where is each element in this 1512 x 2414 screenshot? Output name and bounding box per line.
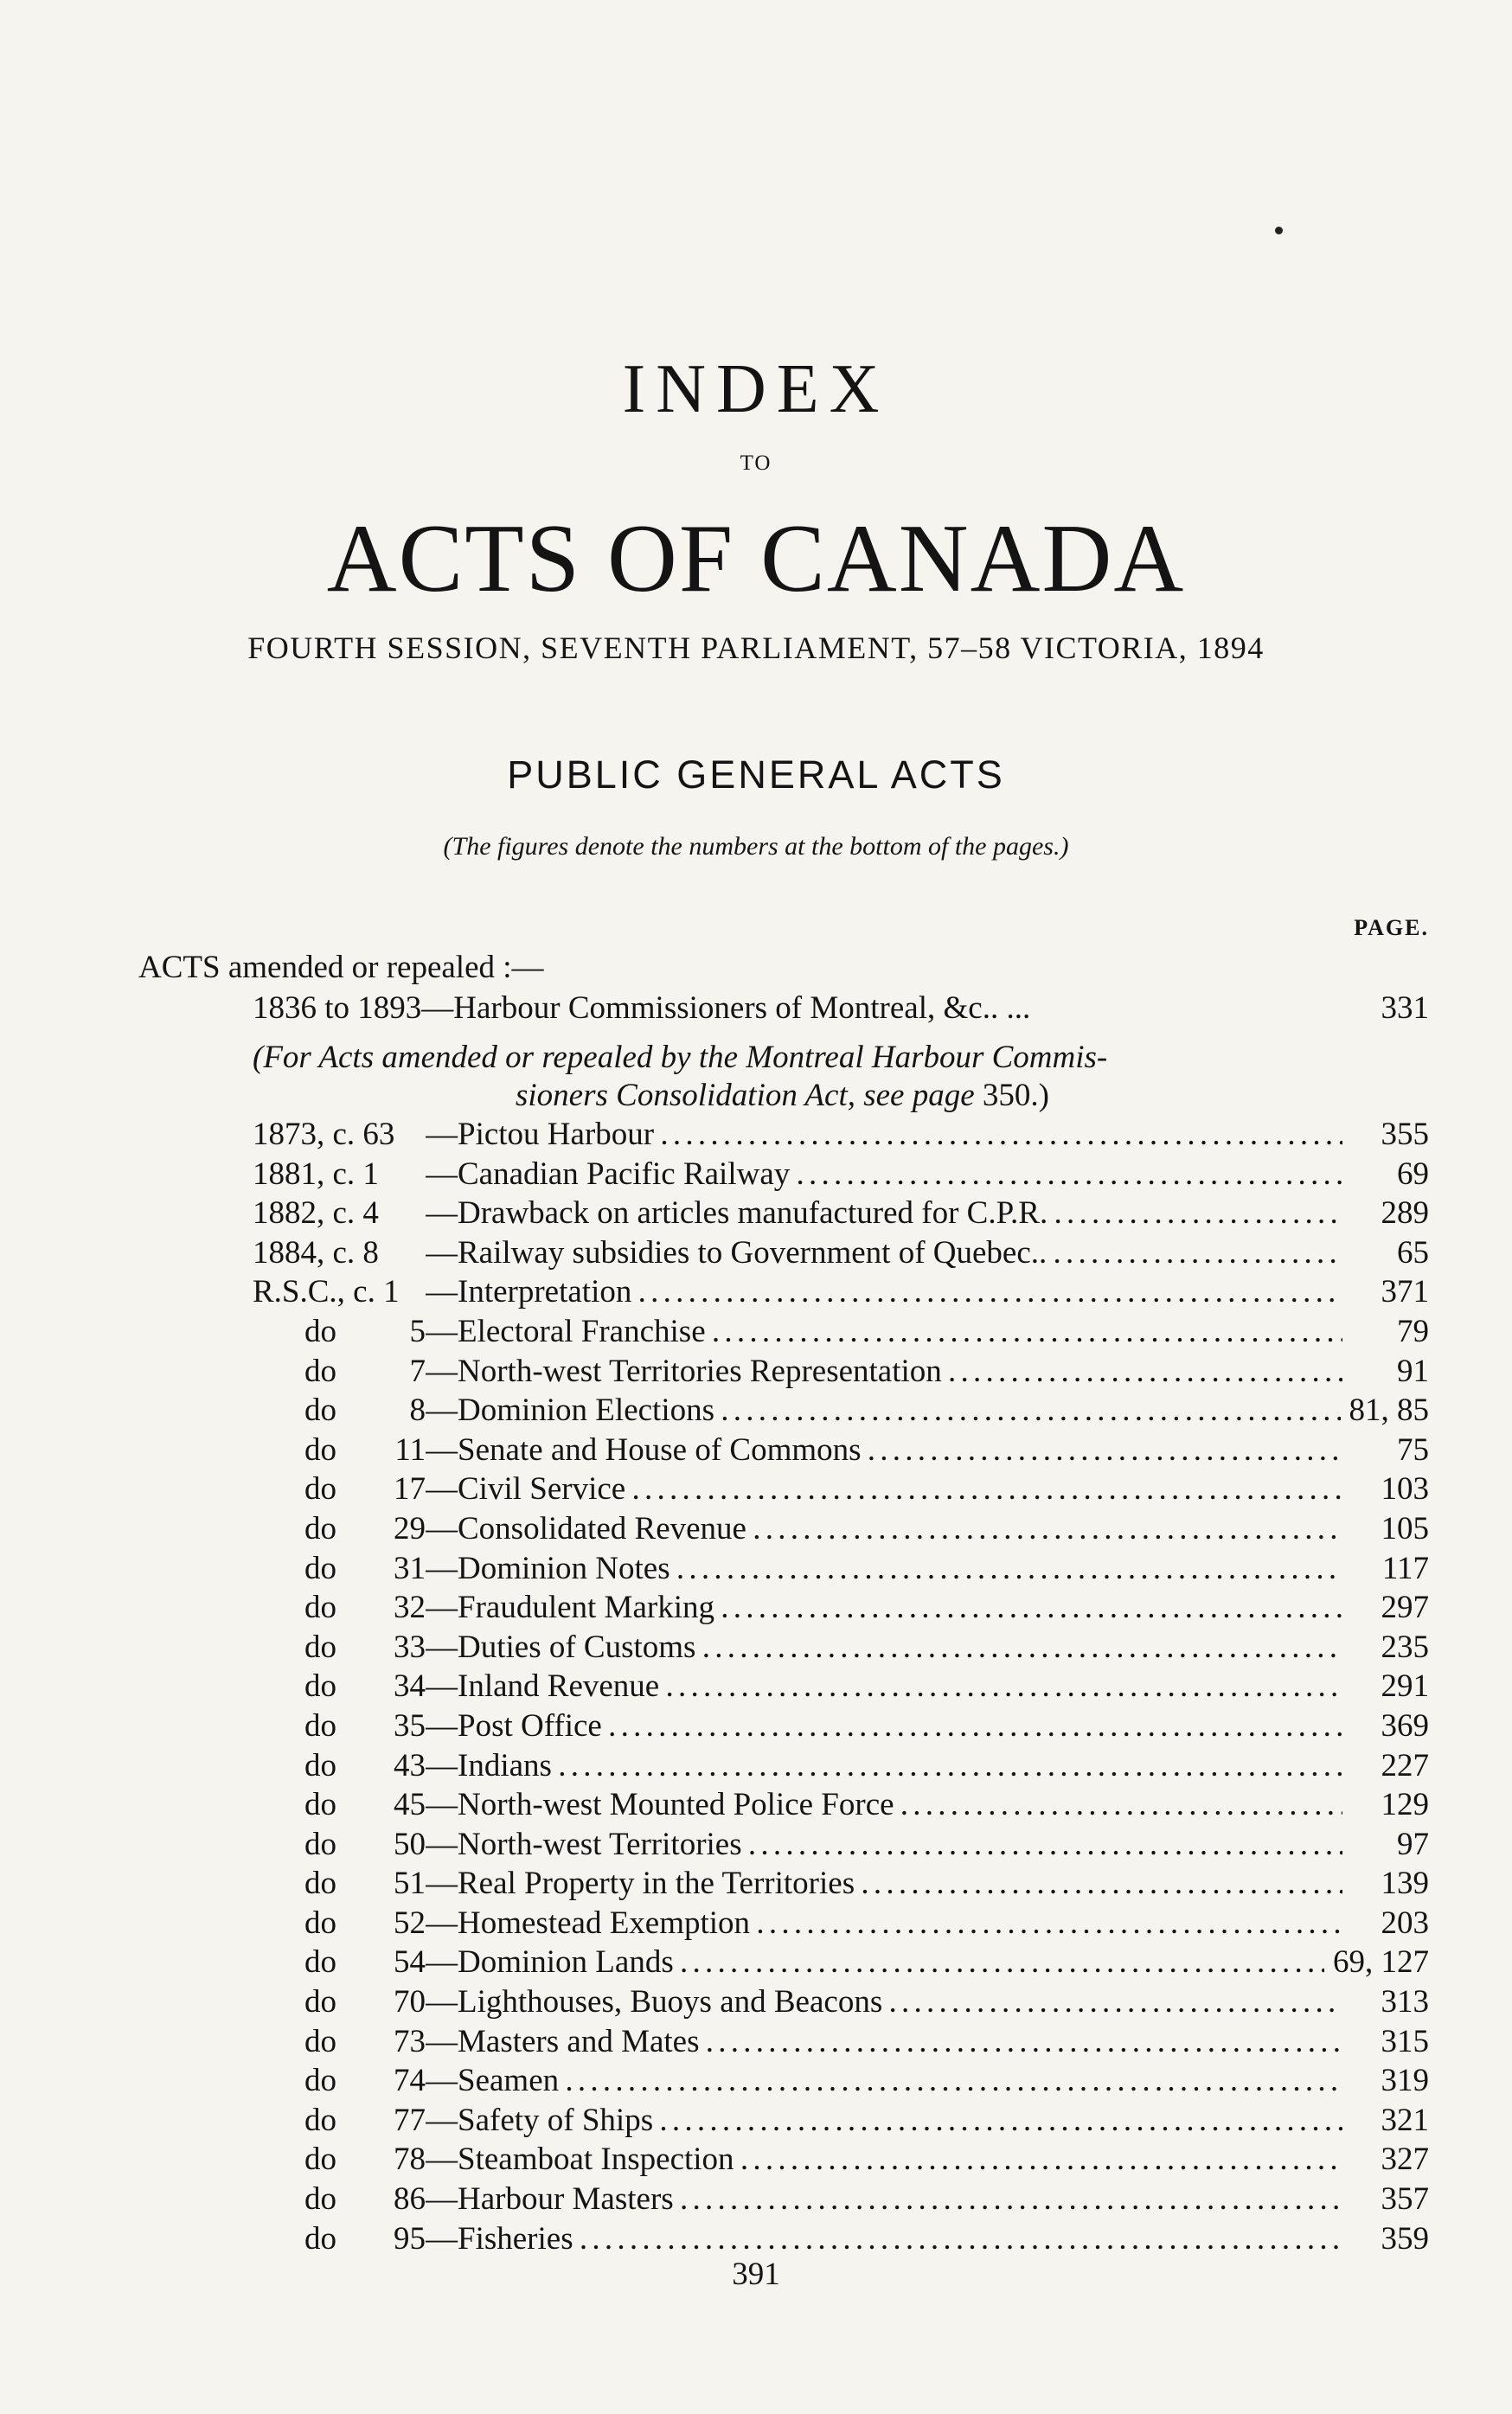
entry-title: —Post Office . . .: [426, 1706, 1342, 1746]
entry-reference: do 32: [304, 1590, 426, 1626]
entry-reference: do 86: [304, 2181, 426, 2218]
note-text: sioners Consolidation Act, see page: [516, 1078, 975, 1113]
entry-page: 129: [1373, 1785, 1430, 1825]
note-page: 350.): [982, 1078, 1049, 1113]
entry-page: 97: [1388, 1825, 1429, 1865]
entry-page: 315: [1373, 2022, 1430, 2062]
entry-title: —North-west Territories . . .: [426, 1825, 1342, 1865]
index-entry: [253, 1549, 1429, 1589]
entry-reference: do 33: [304, 1629, 426, 1665]
cross-reference-note: (For Acts amended or repealed by the Montreal Harbour Commis-: [253, 1040, 1108, 1075]
index-entry: [253, 1115, 1429, 1155]
index-entry: [253, 1982, 1429, 2022]
entry-page: 117: [1374, 1549, 1429, 1589]
entry-title: —Dominion Notes . . .: [426, 1549, 1342, 1589]
entry-page: 371: [1373, 1272, 1430, 1312]
section-heading: PUBLIC GENERAL ACTS: [507, 752, 1005, 797]
index-entry: [253, 1391, 1429, 1431]
entry-reference: do 45: [304, 1787, 426, 1823]
entry-reference: do 5: [304, 1313, 426, 1349]
entry-page: 103: [1373, 1470, 1430, 1509]
entry-reference: do 43: [304, 1747, 426, 1783]
entry-reference: do 73: [304, 2023, 426, 2059]
index-entry: [253, 2061, 1429, 2101]
index-entry: [253, 1746, 1429, 1786]
entry-page: 291: [1373, 1667, 1430, 1706]
entry-reference: do 70: [304, 1984, 426, 2020]
entry-title: —Dominion Lands . . .: [426, 1943, 1342, 1982]
entry-page: 81, 85: [1341, 1391, 1430, 1431]
entry-reference: do 35: [304, 1707, 426, 1744]
entry-title: —Fisheries . . .: [426, 2219, 1342, 2259]
entry-reference: do 52: [304, 1905, 426, 1941]
index-entry: [253, 2022, 1429, 2062]
entry-reference: do 54: [304, 1944, 426, 1981]
entry-page: 327: [1373, 2140, 1430, 2180]
entry-page: 369: [1373, 1706, 1430, 1746]
entry-title: —Railway subsidies to Government of Quebec.. . . .: [426, 1233, 1342, 1273]
entry-reference: do 31: [304, 1550, 426, 1586]
entry-title: —Electoral Franchise . . .: [426, 1312, 1342, 1352]
entry-reference: do 7: [304, 1353, 426, 1389]
entry-title: —Lighthouses, Buoys and Beacons . . .: [426, 1982, 1342, 2022]
entry-title: —Indians . . .: [426, 1746, 1342, 1786]
index-entry: [253, 1509, 1429, 1549]
index-entries: [253, 1115, 1429, 2258]
entry-page: 203: [1373, 1904, 1430, 1943]
figures-note: (The figures denote the numbers at the bottom of the pages.): [443, 832, 1069, 861]
entry-reference: do 34: [304, 1668, 426, 1705]
entry-reference: 1881, c. 1: [253, 1156, 379, 1192]
entry-reference: R.S.C., c. 1: [253, 1274, 400, 1310]
entry-title: —Safety of Ships . . .: [426, 2101, 1342, 2141]
index-entry: [253, 1470, 1429, 1509]
entry-title: —Civil Service . . .: [426, 1470, 1342, 1509]
entry-page: 65: [1388, 1233, 1429, 1273]
index-entry: [253, 1312, 1429, 1352]
entry-title: —Seamen . . .: [426, 2061, 1342, 2101]
entry-page: 91: [1388, 1352, 1429, 1392]
cross-reference-note-continued: [516, 1077, 1049, 1114]
index-entry: [253, 1588, 1429, 1628]
entry-title: —Real Property in the Territories . . .: [426, 1864, 1342, 1904]
entry-title: —Inland Revenue . . .: [426, 1667, 1342, 1706]
index-entry: [253, 989, 1429, 1028]
entry-page: 235: [1373, 1628, 1430, 1668]
entry-title: —North-west Territories Representation . . .: [426, 1352, 1342, 1392]
entry-title: —Masters and Mates . . .: [426, 2022, 1342, 2062]
index-heading: INDEX: [622, 351, 890, 427]
entry-page: 289: [1373, 1194, 1430, 1233]
entry-reference: 1884, c. 8: [253, 1234, 379, 1271]
entry-reference: do 77: [304, 2102, 426, 2138]
page-column-header: PAGE.: [1354, 915, 1429, 940]
entry-page: 355: [1373, 1115, 1430, 1155]
entry-page: 331: [1381, 990, 1429, 1026]
entry-reference: do 11: [304, 1431, 426, 1468]
entry-page: 75: [1388, 1431, 1429, 1470]
ink-speck: [1275, 227, 1283, 234]
entry-page: 79: [1388, 1312, 1429, 1352]
category-heading: ACTS amended or repealed :—: [138, 950, 544, 985]
entry-title: —Senate and House of Commons . . .: [426, 1431, 1342, 1470]
entry-title: —Dominion Elections . . .: [426, 1391, 1342, 1431]
entry-title: —Harbour Masters . . .: [426, 2180, 1342, 2219]
index-entry: [253, 2101, 1429, 2141]
entry-reference: do 17: [304, 1471, 426, 1508]
entry-page: 139: [1373, 1864, 1430, 1904]
to-heading: TO: [740, 451, 772, 475]
entry-title: —Drawback on articles manufactured for C.P.R. . . .: [426, 1194, 1342, 1233]
entry-page: 359: [1373, 2219, 1430, 2259]
entry-page: 297: [1373, 1588, 1430, 1628]
index-entry: [253, 1904, 1429, 1943]
index-entry: [253, 1155, 1429, 1194]
entry-page: 227: [1373, 1746, 1430, 1786]
entry-page: 69, 127: [1324, 1943, 1429, 1982]
entry-reference: do 95: [304, 2220, 426, 2257]
index-entry: [253, 1431, 1429, 1470]
index-entry: [253, 2140, 1429, 2180]
index-entry: [253, 1943, 1429, 1982]
session-line: FOURTH SESSION, SEVENTH PARLIAMENT, 57–58 VICTORIA, 1894: [247, 631, 1265, 665]
entry-reference: do 74: [304, 2063, 426, 2099]
entry-reference: do 50: [304, 1826, 426, 1862]
entry-page: 319: [1373, 2061, 1430, 2101]
entry-title: —Homestead Exemption . . .: [426, 1904, 1342, 1943]
entry-reference: do 8: [304, 1393, 426, 1429]
entry-title: —Steamboat Inspection . . .: [426, 2140, 1342, 2180]
entry-reference: do 78: [304, 2142, 426, 2178]
document-title: ACTS OF CANADA: [326, 505, 1186, 612]
entry-reference: 1873, c. 63: [253, 1117, 395, 1152]
entry-title: —Duties of Customs . . .: [426, 1628, 1342, 1668]
entry-reference: do 51: [304, 1866, 426, 1902]
entry-page: 105: [1373, 1509, 1430, 1549]
index-entry: [253, 1233, 1429, 1273]
entry-title: —Fraudulent Marking . . .: [426, 1588, 1342, 1628]
entry-title: —North-west Mounted Police Force . . .: [426, 1785, 1342, 1825]
index-entry: [253, 2180, 1429, 2219]
entry-reference: 1882, c. 4: [253, 1195, 379, 1232]
index-entry: [253, 1667, 1429, 1706]
index-entry: [253, 1785, 1429, 1825]
index-entry: [253, 2219, 1429, 2259]
index-entry: [253, 1706, 1429, 1746]
index-entry: [253, 1194, 1429, 1233]
entry-page: 321: [1373, 2101, 1430, 2141]
index-entry: [253, 1825, 1429, 1865]
entry-page: 69: [1388, 1155, 1429, 1194]
entry-page: 313: [1373, 1982, 1430, 2022]
index-entry: [253, 1272, 1429, 1312]
entry-text: 1836 to 1893—Harbour Commissioners of Montreal, &c.. ...: [253, 990, 1031, 1026]
entry-title: —Pictou Harbour . . .: [426, 1115, 1342, 1155]
entry-title: —Consolidated Revenue . . .: [426, 1509, 1342, 1549]
entry-reference: do 29: [304, 1510, 426, 1546]
entry-title: —Canadian Pacific Railway . . .: [426, 1155, 1342, 1194]
page-folio: 391: [732, 2257, 780, 2292]
index-entry: [253, 1864, 1429, 1904]
entry-page: 357: [1373, 2180, 1430, 2219]
index-entry: [253, 1628, 1429, 1668]
index-entry: [253, 1352, 1429, 1392]
entry-title: —Interpretation . . .: [426, 1272, 1342, 1312]
